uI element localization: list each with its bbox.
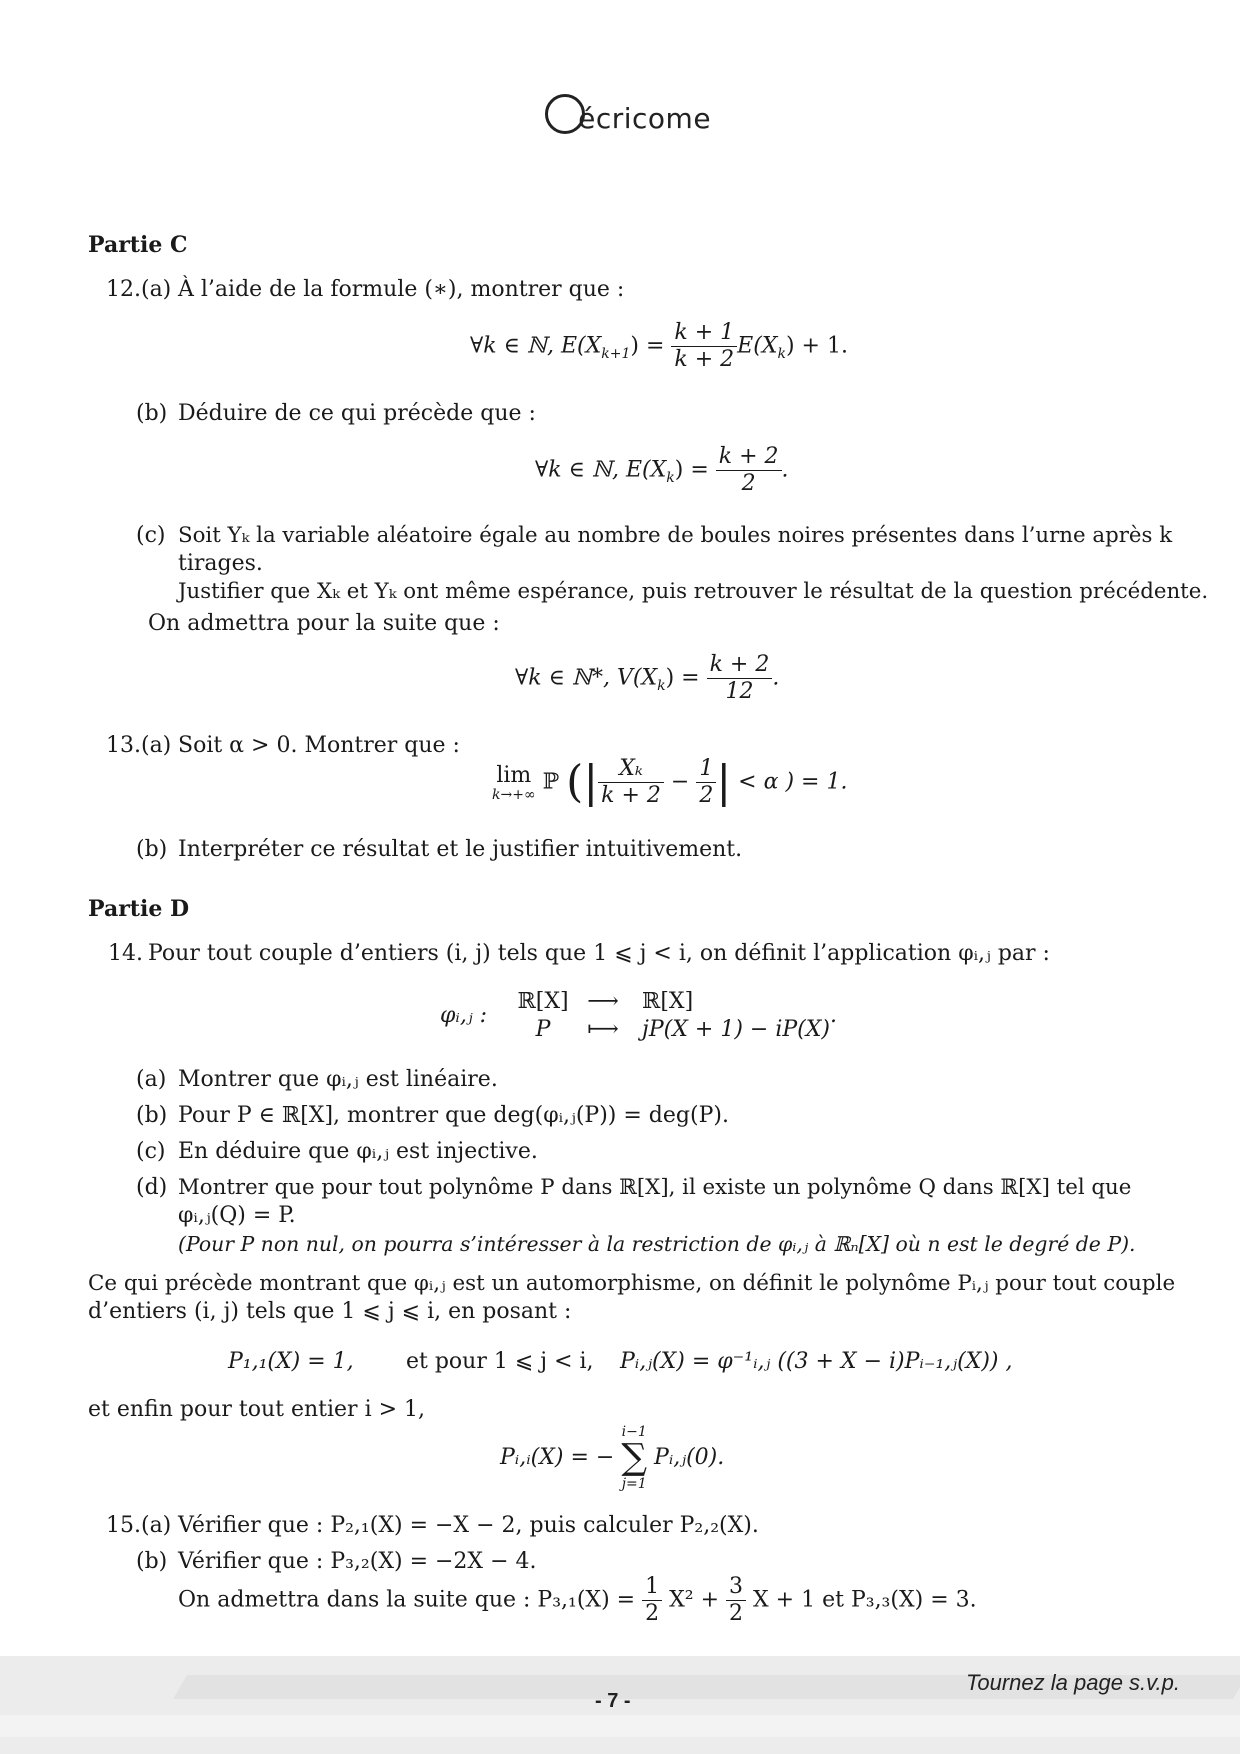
map-row1-right: ℝ[X] [642, 989, 694, 1014]
eq4-lim: lim [496, 762, 532, 788]
para1-line2: d’entiers (i, j) tels que 1 ⩽ j ⩽ i, en posant : [88, 1299, 572, 1324]
eq6-left: Pᵢ,ᵢ(X) = − [500, 1445, 615, 1470]
eq6-sum [621, 1424, 647, 1492]
q14-text: Pour tout couple d’entiers (i, j) tels que 1 ⩽ j < i, on définit l’application φᵢ,ⱼ par : [148, 941, 1050, 966]
q14b-label: (b) [136, 1103, 168, 1128]
q12a-text: À l’aide de la formule (∗), montrer que : [178, 277, 625, 302]
eq4-abs-open: | [583, 756, 599, 808]
map-table [508, 988, 830, 1044]
eq4-half [696, 756, 716, 809]
eq1-right: E(X [737, 333, 778, 359]
logo-letter: é [578, 102, 596, 135]
page-number: - 7 - [595, 1690, 631, 1712]
eq6-sum-top: i−1 [621, 1424, 647, 1440]
eq1-right-sub: k [777, 345, 786, 362]
eq2-den: 2 [741, 471, 756, 496]
map-definition [440, 988, 837, 1044]
eq5-part2: et pour 1 ⩽ j < i, [406, 1349, 594, 1374]
q12c-line2: tirages. [178, 551, 263, 576]
heading-partie-d: Partie D [88, 896, 190, 922]
eq3-sub: k [657, 677, 666, 694]
eq4-num: Xₖ [598, 756, 664, 783]
q14a-text: Montrer que φᵢ,ⱼ est linéaire. [178, 1067, 498, 1092]
admit2-f1-den: 2 [645, 1601, 660, 1626]
q12c-line3: Justifier que Xₖ et Yₖ ont même espérance, puis retrouver le résultat de la question précédente. [178, 579, 1209, 604]
q14d-line1: Montrer que pour tout polynôme P dans ℝ[X], il existe un polynôme Q dans ℝ[X] tel que [178, 1175, 1132, 1200]
eq3-fraction [707, 652, 773, 705]
eq4-open: ( [566, 756, 584, 808]
admit-text-1: On admettra pour la suite que : [148, 611, 500, 636]
eq4-limsub: k→+∞ [492, 786, 536, 803]
equation-3 [515, 652, 779, 705]
eq1-num: k + 1 [671, 320, 737, 347]
map-row2-left: P [535, 1017, 551, 1042]
q14d-line2: φᵢ,ⱼ(Q) = P. [178, 1203, 296, 1228]
eq3-eq: ) = [665, 665, 700, 691]
eq4-minus: − [670, 769, 690, 795]
para1-line1: Ce qui précède montrant que φᵢ,ⱼ est un automorphisme, on définit le polynôme Pᵢ,ⱼ pour tout couple [88, 1271, 1176, 1296]
q12a-label: 12.(a) [106, 277, 172, 302]
q13a-text: Soit α > 0. Montrer que : [178, 733, 460, 758]
admit-text-2 [178, 1574, 977, 1627]
admit2-frac1 [642, 1574, 662, 1627]
eq2-fraction [716, 444, 782, 497]
eq2-end: . [781, 457, 789, 483]
q15a-label: 15.(a) [106, 1513, 172, 1538]
q14-label: 14. [108, 941, 143, 966]
q14c-text: En déduire que φᵢ,ⱼ est injective. [178, 1139, 538, 1164]
admit2-frac2 [726, 1574, 746, 1627]
eq6-sum-symbol: ∑ [621, 1437, 648, 1478]
map-row2-arrow: ⟼ [587, 1017, 619, 1042]
q14a-label: (a) [136, 1067, 167, 1092]
q12c-label: (c) [136, 523, 166, 548]
q14c-label: (c) [136, 1139, 166, 1164]
eq1-right-end: ) + 1. [785, 333, 848, 359]
para2: et enfin pour tout entier i > 1, [88, 1397, 426, 1422]
eq4-limit [492, 764, 536, 802]
eq4-fraction [598, 756, 664, 809]
eq4-den: k + 2 [601, 783, 661, 808]
eq2-eq: ) = [674, 457, 709, 483]
eq6-right: Pᵢ,ⱼ(0). [654, 1445, 725, 1470]
q14d-hint: (Pour P non nul, on pourra s’intéresser à la restriction de φᵢ,ⱼ à ℝₙ[X] où n est le degré de P). [178, 1232, 1136, 1256]
admit2-mid: X² + [669, 1587, 720, 1613]
heading-partie-c: Partie C [88, 232, 188, 258]
map-row1-arrow: ⟶ [587, 989, 619, 1014]
footer-stripe-light [0, 1715, 1240, 1737]
admit2-f2-num: 3 [726, 1574, 746, 1601]
equation-2 [535, 444, 789, 497]
eq1-left: ∀k ∈ ℕ, E(X [470, 333, 602, 359]
eq3-left: ∀k ∈ ℕ*, V(X [515, 665, 658, 691]
equation-1 [470, 320, 848, 373]
q14b-text: Pour P ∈ ℝ[X], montrer que deg(φᵢ,ⱼ(P)) = deg(P). [178, 1103, 729, 1128]
q13b-text: Interpréter ce résultat et le justifier intuitivement. [178, 837, 743, 862]
ecricome-logo [545, 88, 711, 135]
logo-ring-icon [545, 94, 585, 134]
eq4-half-num: 1 [696, 756, 716, 783]
map-row1-left: ℝ[X] [517, 989, 569, 1014]
admit2-pre: On admettra dans la suite que : P₃,₁(X) = [178, 1587, 636, 1613]
eq3-den: 12 [725, 679, 754, 704]
equation-4 [492, 756, 847, 809]
eq5-part3: Pᵢ,ⱼ(X) = φ⁻¹ᵢ,ⱼ ((3 + X − i)Pᵢ₋₁,ⱼ(X)) , [620, 1349, 1013, 1374]
q12c-line1: Soit Yₖ la variable aléatoire égale au nombre de boules noires présentes dans l’urne après k [178, 523, 1173, 548]
eq1-eq: ) = [630, 333, 665, 359]
map-row2-right: jP(X + 1) − iP(X) [642, 1017, 831, 1042]
q15b-text: Vérifier que : P₃,₂(X) = −2X − 4. [178, 1549, 537, 1574]
q15a-text: Vérifier que : P₂,₁(X) = −X − 2, puis calculer P₂,₂(X). [178, 1513, 759, 1538]
eq2-left: ∀k ∈ ℕ, E(X [535, 457, 667, 483]
equation-6 [500, 1424, 724, 1492]
eq4-prob: ℙ [542, 769, 560, 795]
admit2-post: X + 1 et P₃,₃(X) = 3. [753, 1587, 977, 1613]
admit2-f2-den: 2 [729, 1601, 744, 1626]
q15b-label: (b) [136, 1549, 168, 1574]
map-end: . [830, 1003, 838, 1028]
admit2-f1-num: 1 [642, 1574, 662, 1601]
eq1-den: k + 2 [674, 347, 735, 372]
eq4-end: < α ) = 1. [738, 769, 848, 795]
eq1-fraction [671, 320, 737, 373]
q13b-label: (b) [136, 837, 168, 862]
eq4-abs-close: | [716, 756, 732, 808]
eq3-end: . [772, 665, 780, 691]
q12b-label: (b) [136, 401, 168, 426]
q12b-text: Déduire de ce qui précède que : [178, 401, 536, 426]
eq4-half-den: 2 [699, 783, 714, 808]
eq6-sum-bottom: j=1 [621, 1476, 647, 1492]
eq3-num: k + 2 [707, 652, 773, 679]
eq2-num: k + 2 [716, 444, 782, 471]
q13a-label: 13.(a) [106, 733, 172, 758]
map-name: φᵢ,ⱼ : [440, 1003, 488, 1028]
turn-page-note: Tournez la page s.v.p. [965, 1670, 1180, 1695]
logo-text: cricome [595, 102, 712, 135]
q14d-label: (d) [136, 1175, 168, 1200]
eq1-sub: k+1 [601, 345, 631, 362]
eq5-part1: P₁,₁(X) = 1, [228, 1349, 354, 1374]
eq2-sub: k [666, 469, 675, 486]
